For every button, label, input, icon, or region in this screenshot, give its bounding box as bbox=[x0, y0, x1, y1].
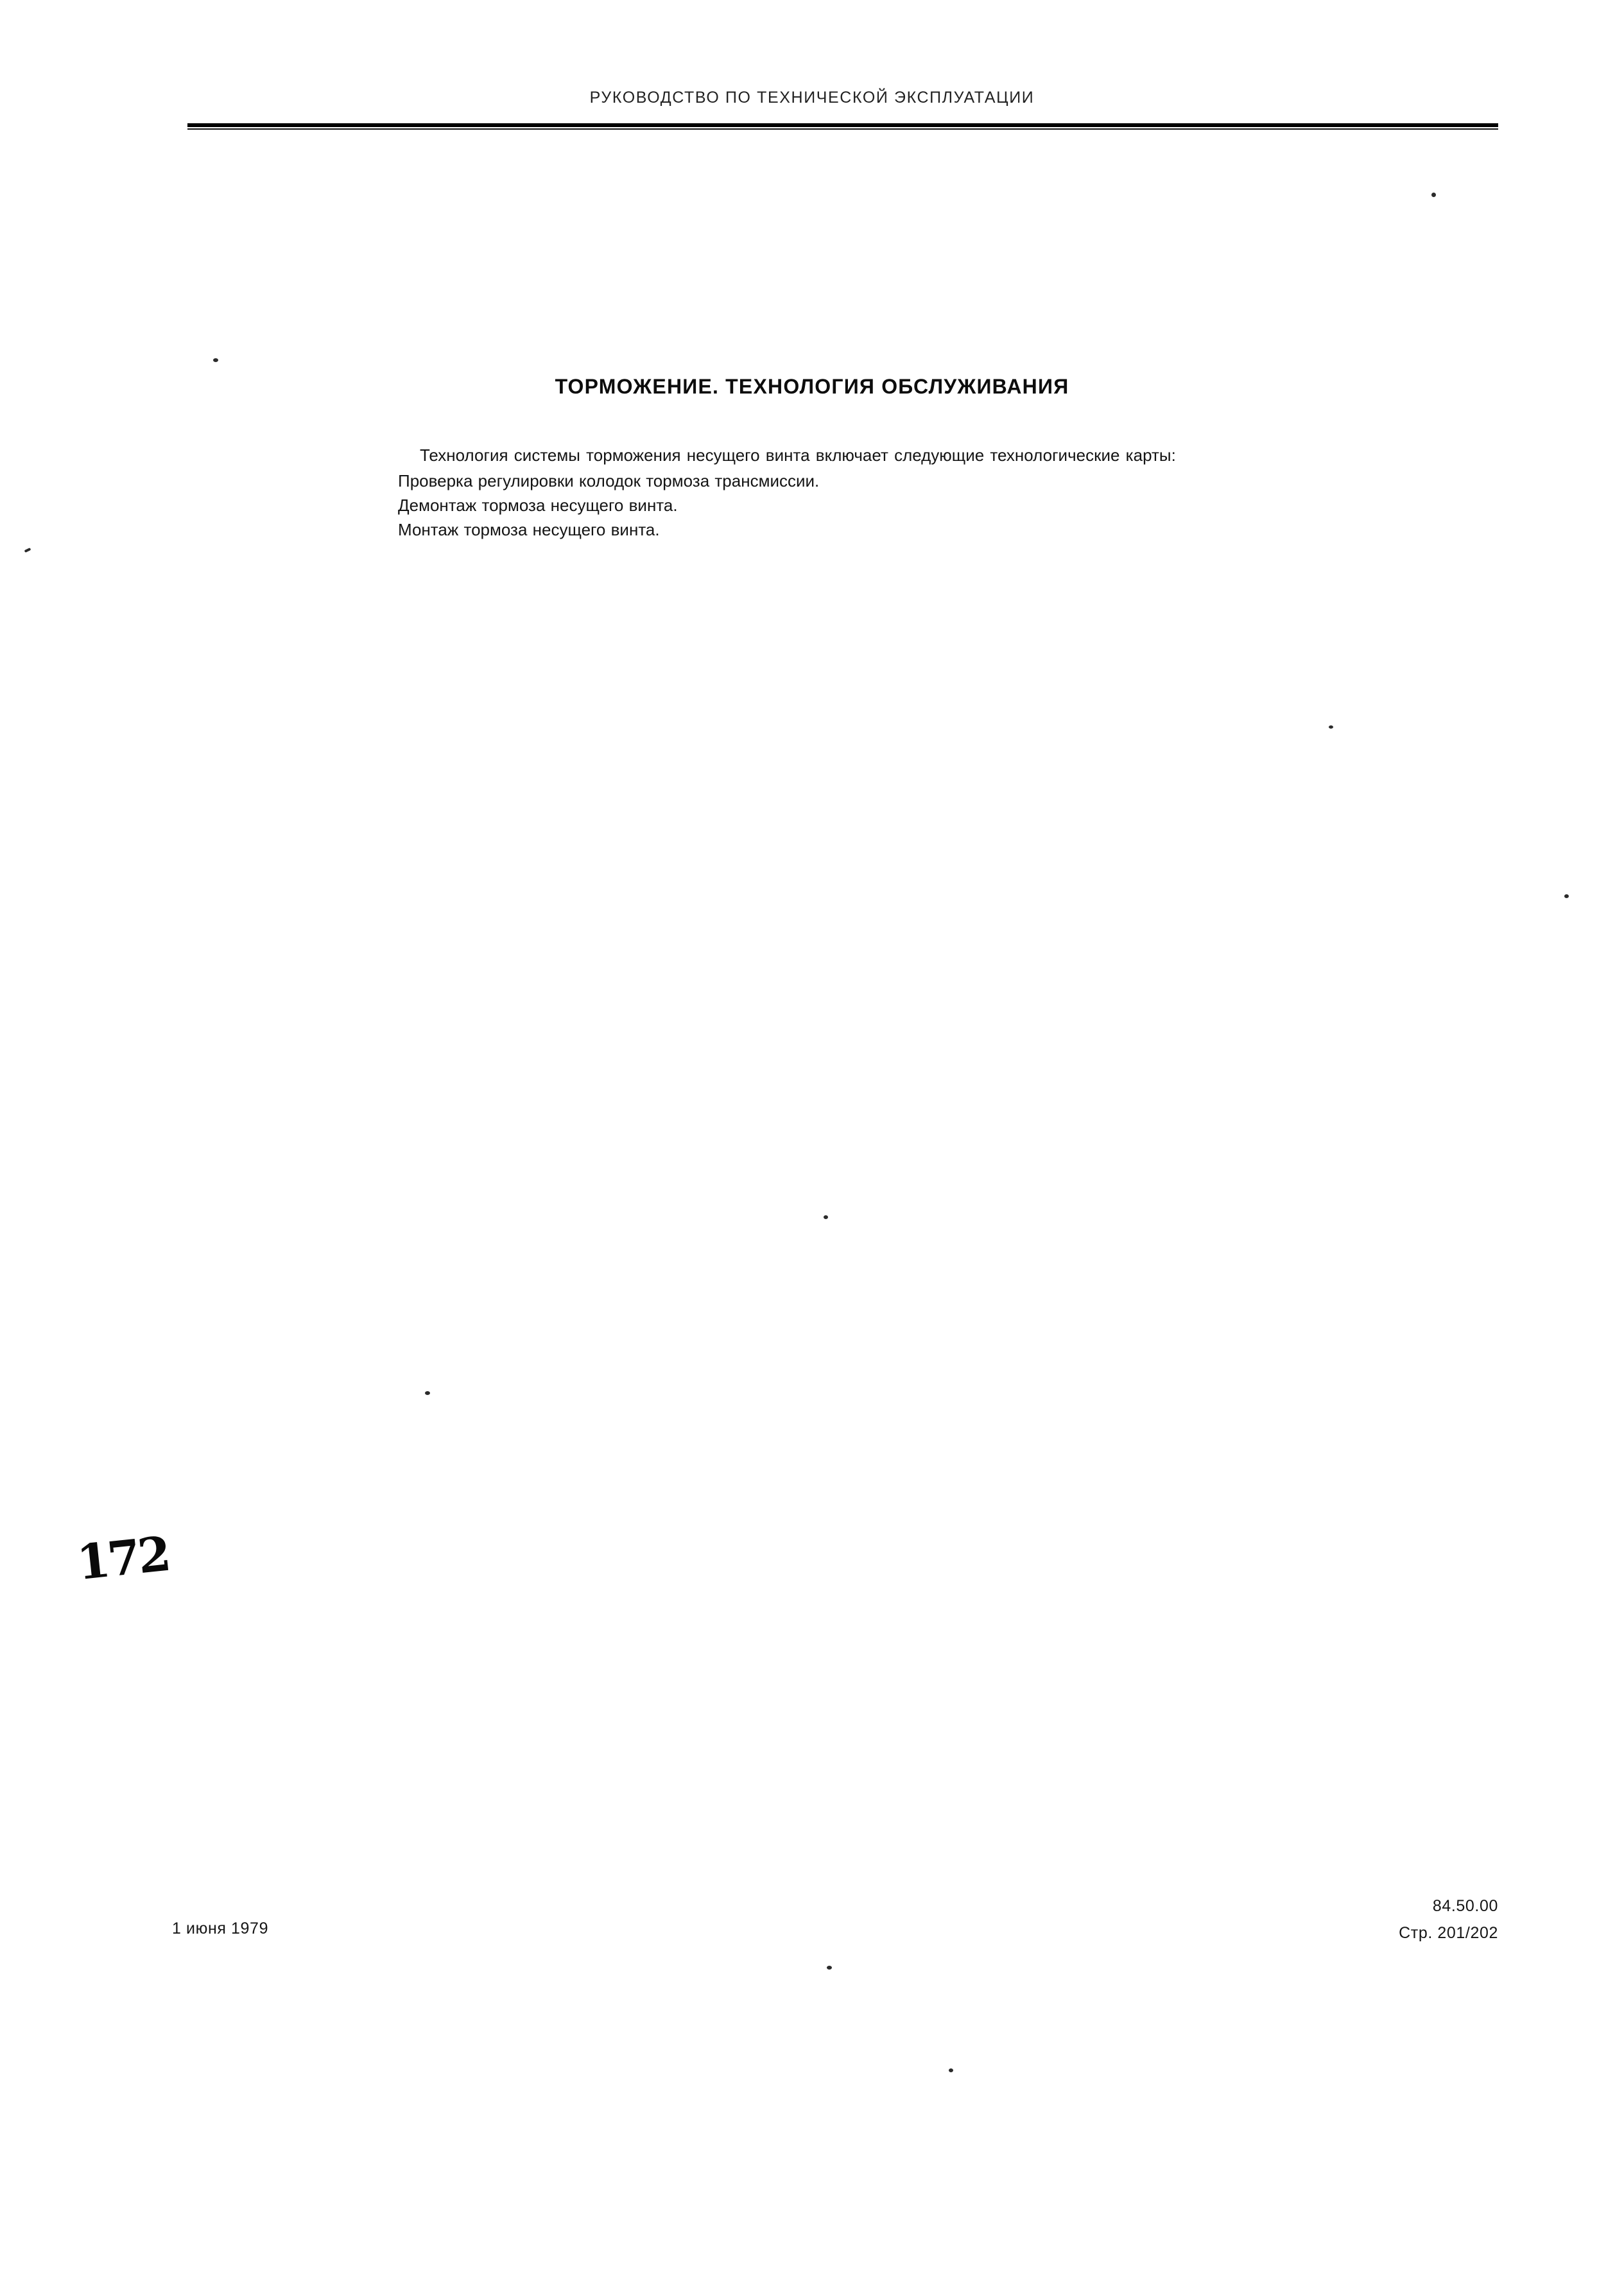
list-item: Монтаж тормоза несущего винта. bbox=[398, 520, 660, 539]
intro-paragraph: Технология системы торможения несущего винта включает следующие технологические карты: bbox=[420, 446, 1176, 465]
header-rule-secondary bbox=[187, 128, 1498, 130]
scan-artifact bbox=[827, 1966, 832, 1970]
scan-artifact bbox=[24, 548, 31, 553]
page-title: ТОРМОЖЕНИЕ. ТЕХНОЛОГИЯ ОБСЛУЖИВАНИЯ bbox=[555, 375, 1069, 398]
footer-section-code: 84.50.00 bbox=[1432, 1897, 1498, 1915]
body-content bbox=[385, 443, 1322, 542]
scan-artifact bbox=[1329, 725, 1333, 729]
scan-artifact bbox=[425, 1391, 430, 1395]
scan-artifact bbox=[213, 358, 218, 362]
scan-artifact bbox=[949, 2068, 953, 2072]
footer-page-label: Стр. 201/202 bbox=[1399, 1924, 1498, 1942]
scan-artifact bbox=[1564, 894, 1569, 898]
list-item: Демонтаж тормоза несущего винта. bbox=[398, 496, 678, 515]
running-header: РУКОВОДСТВО ПО ТЕХНИЧЕСКОЙ ЭКСПЛУАТАЦИИ bbox=[589, 89, 1035, 107]
footer-date: 1 июня 1979 bbox=[172, 1919, 269, 1937]
scan-artifact bbox=[1431, 193, 1436, 197]
scan-artifact bbox=[824, 1215, 828, 1219]
handwritten-page-mark: 172 bbox=[74, 1526, 171, 1591]
footer-reference bbox=[1399, 1893, 1498, 1946]
list-item: Проверка регулировки колодок тормоза трансмиссии. bbox=[398, 471, 820, 490]
header-rule bbox=[187, 123, 1498, 127]
